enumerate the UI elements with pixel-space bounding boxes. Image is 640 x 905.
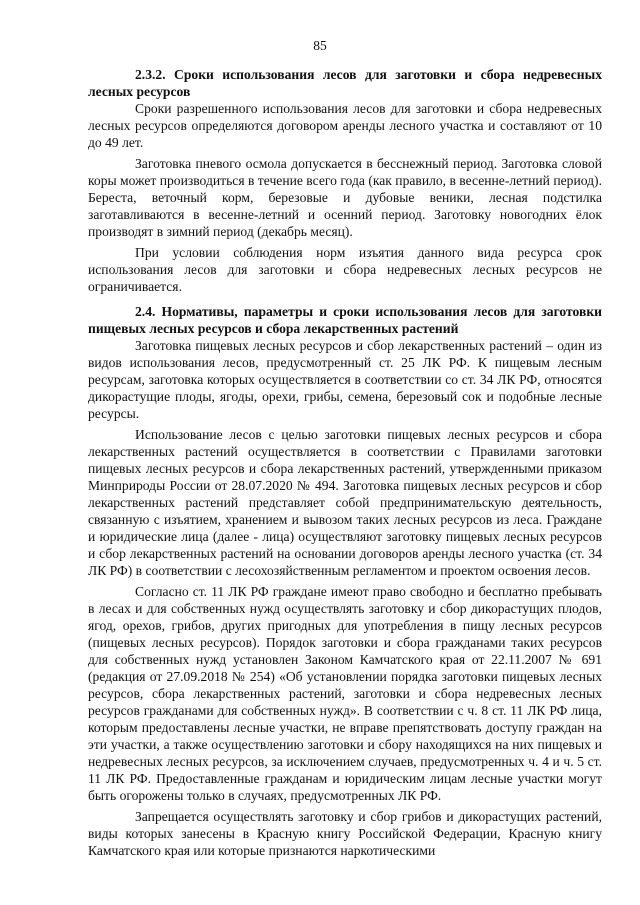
section-heading-2-4: 2.4. Нормативы, параметры и сроки использования лесов для заготовки пищевых лесных ресурсов и сбора лекарственных растений bbox=[88, 304, 602, 336]
paragraph: Использование лесов с целью заготовки пищевых лесных ресурсов и сбора лекарственных растений осуществляется в соответствии с Правилами заготовки пищевых лесных ресурсов и сбора лекарственных растений, утвержденными приказом Минприроды России от 28.07.2020 № 494. Заготовка пищевых лесных ресурсов и сбор лекарственных растений представляет собой предпринимательскую деятельность, связанную с изъятием, хранением и вывозом таких лесных ресурсов из леса. Граждане и юридические лица (далее - лица) осуществляют заготовку пищевых лесных ресурсов и сбор лекарственных растений на основании договоров аренды лесного участка (ст. 34 ЛК РФ) в соответствии с лесохозяйственным регламентом и проектом освоения лесов. bbox=[88, 427, 602, 578]
page-content bbox=[88, 66, 602, 859]
paragraph: При условии соблюдения норм изъятия данного вида ресурса срок использования лесов для заготовки и сбора недревесных лесных ресурсов не ограничивается. bbox=[88, 245, 602, 294]
paragraph: Заготовка пищевых лесных ресурсов и сбор лекарственных растений – один из видов использования лесов, предусмотренный ст. 25 ЛК РФ. К пищевым лесным ресурсам, заготовка которых осуществляется в соответствии со ст. 34 ЛК РФ, относятся дикорастущие плоды, ягоды, орехи, грибы, семена, березовый сок и подобные лесные ресурсы. bbox=[88, 338, 602, 421]
section-heading-2-3-2: 2.3.2. Сроки использования лесов для заготовки и сбора недревесных лесных ресурсов bbox=[88, 67, 602, 99]
paragraph: Запрещается осуществлять заготовку и сбор грибов и дикорастущих растений, виды которых занесены в Красную книгу Российской Федерации, Красную книгу Камчатского края или которые признаются наркотическими bbox=[88, 809, 602, 858]
page-number: 85 bbox=[313, 38, 327, 53]
paragraph: Заготовка пневого осмола допускается в бесснежный период. Заготовка словой коры может производиться в течение всего года (как правило, в весенне-летний период). Береста, веточный корм, березовые и дубовые веники, лесная подстилка заготавливаются в весенне-летний и осенний период. Заготовку новогодних ёлок производят в зимний период (декабрь месяц). bbox=[88, 156, 602, 239]
paragraph: Сроки разрешенного использования лесов для заготовки и сбора недревесных лесных ресурсов определяются договором аренды лесного участка и составляют от 10 до 49 лет. bbox=[88, 101, 602, 150]
paragraph: Согласно ст. 11 ЛК РФ граждане имеют право свободно и бесплатно пребывать в лесах и для собственных нужд осуществлять заготовку и сбор дикорастущих плодов, ягод, орехов, грибов, других пригодных для употребления в пищу лесных ресурсов (пищевых лесных ресурсов). Порядок заготовки и сбора гражданами таких ресурсов для собственных нужд установлен Законом Камчатского края от 22.11.2007 № 691 (редакция от 27.09.2018 № 254) «Об установлении порядка заготовки пищевых лесных ресурсов, сбора лекарственных растений, заготовки и сбора недревесных лесных ресурсов гражданами для собственных нужд». В соответствии с ч. 8 ст. 11 ЛК РФ лица, которым предоставлены лесные участки, не вправе препятствовать доступу граждан на эти участки, а также осуществлению заготовки и сбору находящихся на них пищевых и недревесных лесных ресурсов, за исключением случаев, предусмотренных ч. 4 и ч. 5 ст. 11 ЛК РФ. Предоставленные гражданам и юридическим лицам лесные участки могут быть огорожены только в случаях, предусмотренных ЛК РФ. bbox=[88, 584, 602, 803]
